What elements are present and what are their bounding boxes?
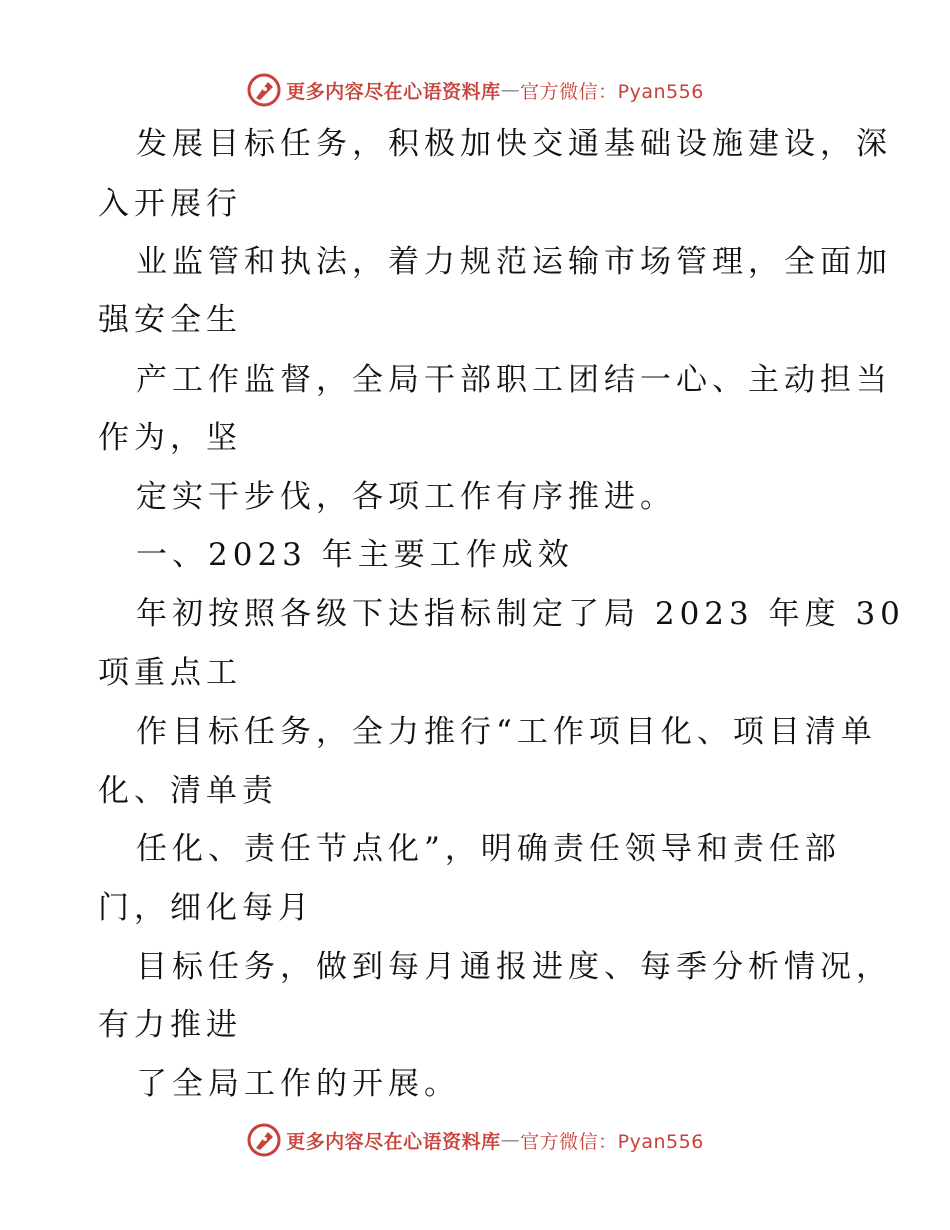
body-line: 了全局工作的开展。 (136, 1066, 460, 1102)
banner-main-text: 更多内容尽在心语资料库 (286, 80, 501, 103)
body-line: 年初按照各级下达指标制定了局 2023 年度 30 (136, 596, 905, 632)
body-line: 作为，坚 (98, 420, 242, 456)
banner-main-text: 更多内容尽在心语资料库 (286, 1130, 501, 1153)
banner-separator: — (500, 1129, 521, 1151)
body-line: 产工作监督，全局干部职工团结一心、主动担当 (136, 362, 892, 398)
body-line: 目标任务，做到每月通报进度、每季分析情况， (136, 949, 892, 985)
banner-wechat-text: 官方微信：Pyan556 (520, 80, 704, 103)
section-heading: 一、2023 年主要工作成效 (136, 537, 574, 573)
body-line: 定实干步伐，各项工作有序推进。 (136, 479, 676, 515)
banner-separator: — (500, 79, 521, 101)
banner-wechat-text: 官方微信：Pyan556 (520, 1130, 704, 1153)
body-line: 有力推进 (98, 1007, 242, 1043)
pen-nib-logo-icon (246, 1122, 282, 1158)
header-banner (0, 70, 950, 110)
body-line: 入开展行 (98, 186, 242, 222)
body-line: 强安全生 (98, 302, 242, 338)
footer-banner (0, 1120, 950, 1160)
body-line: 发展目标任务，积极加快交通基础设施建设，深 (136, 126, 892, 162)
body-line: 项重点工 (98, 655, 242, 691)
body-line: 业监管和执法，着力规范运输市场管理，全面加 (136, 244, 892, 280)
body-line: 化、清单责 (98, 773, 278, 809)
body-line: 门，细化每月 (98, 890, 314, 926)
pen-nib-logo-icon (246, 72, 282, 108)
body-line: 作目标任务，全力推行“工作项目化、项目清单 (136, 714, 877, 750)
body-line: 任化、责任节点化”，明确责任领导和责任部 (136, 831, 841, 867)
